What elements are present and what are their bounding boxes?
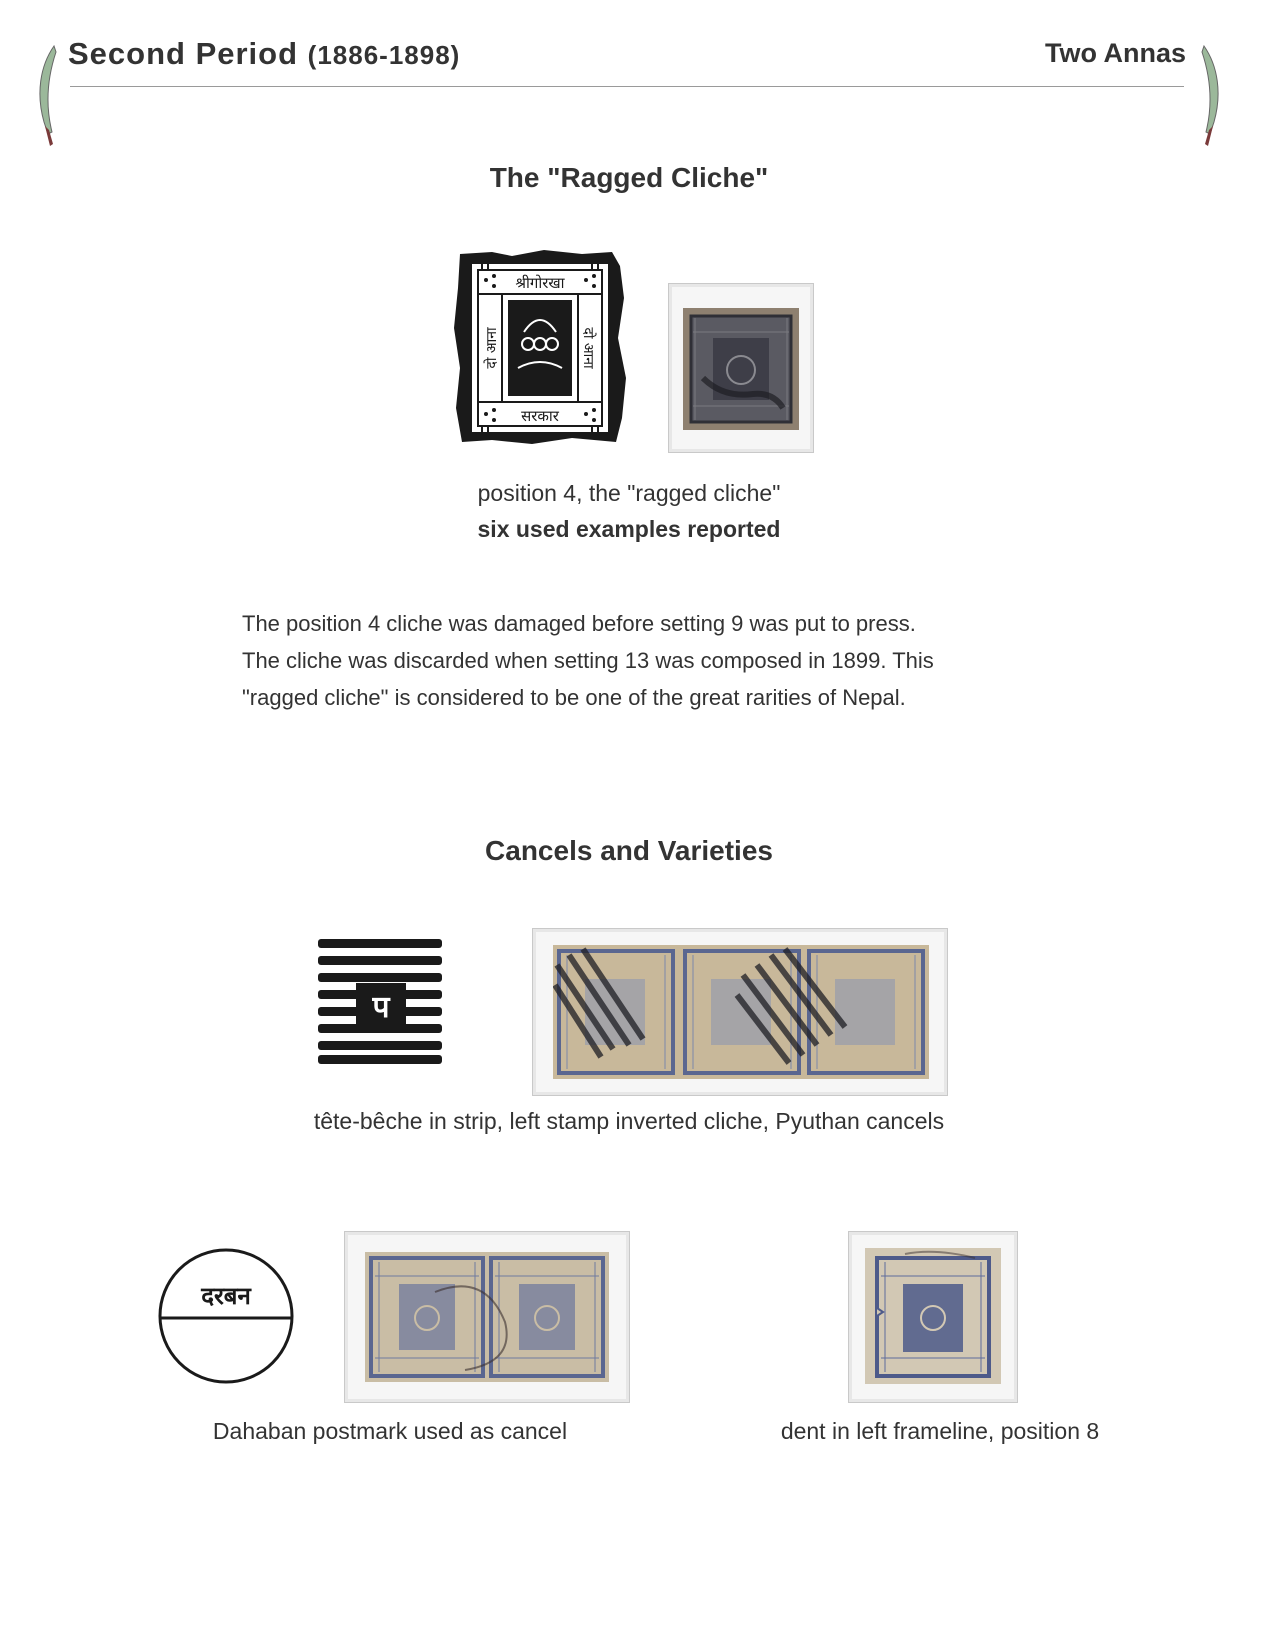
dahaban-caption: Dahaban postmark used as cancel [212, 1418, 568, 1444]
ragged-caption-line2: six used examples reported [477, 516, 781, 542]
dahaban-postmark-drawing [156, 1246, 296, 1386]
ragged-description-line: The position 4 cliche was damaged before setting 9 was put to press. [242, 611, 916, 636]
drawing-right-text: दो आना [580, 327, 596, 369]
dahaban-postmark-text: दरबन [201, 1282, 251, 1310]
strip-caption: tête-bêche in strip, left stamp inverted cliche, Pyuthan cancels [313, 1108, 945, 1134]
header-divider [70, 86, 1184, 87]
cancels-heading: Cancels and Varieties [485, 835, 773, 866]
ragged-description [242, 605, 1042, 716]
dent-stamp-image [865, 1248, 1001, 1384]
drawing-bottom-text: सरकार [521, 407, 559, 425]
left-kukri-icon [34, 42, 62, 148]
dahaban-pair-mount [344, 1231, 630, 1403]
page-title-dates: (1886-1898) [307, 40, 461, 70]
ragged-description-line: The cliche was discarded when setting 13 was composed in 1899. This [242, 648, 934, 673]
page-title [68, 36, 460, 72]
ragged-description-line: "ragged cliche" is considered to be one of the great rarities of Nepal. [242, 685, 906, 710]
ragged-cliche-drawing [452, 248, 628, 446]
ragged-cliche-stamp-mount [668, 283, 814, 453]
dahaban-pair-image [365, 1252, 609, 1382]
tete-beche-strip-mount [532, 928, 948, 1096]
pyuthan-cancel-drawing [318, 939, 442, 1064]
dent-caption: dent in left frameline, position 8 [780, 1418, 1100, 1444]
denomination-label: Two Annas [1045, 38, 1186, 68]
drawing-top-text: श्रीगोरखा [515, 274, 565, 292]
ragged-cliche-heading: The "Ragged Cliche" [489, 162, 769, 193]
pyuthan-cancel-glyph: प [372, 990, 390, 1025]
dent-stamp-mount [848, 1231, 1018, 1403]
tete-beche-strip-image [553, 945, 929, 1079]
ragged-cliche-stamp-image [683, 308, 799, 430]
drawing-left-text: दो आना [484, 327, 500, 369]
right-kukri-icon [1196, 42, 1224, 148]
page-title-text: Second Period [68, 36, 299, 71]
ragged-caption-line1: position 4, the "ragged cliche" [477, 480, 781, 506]
